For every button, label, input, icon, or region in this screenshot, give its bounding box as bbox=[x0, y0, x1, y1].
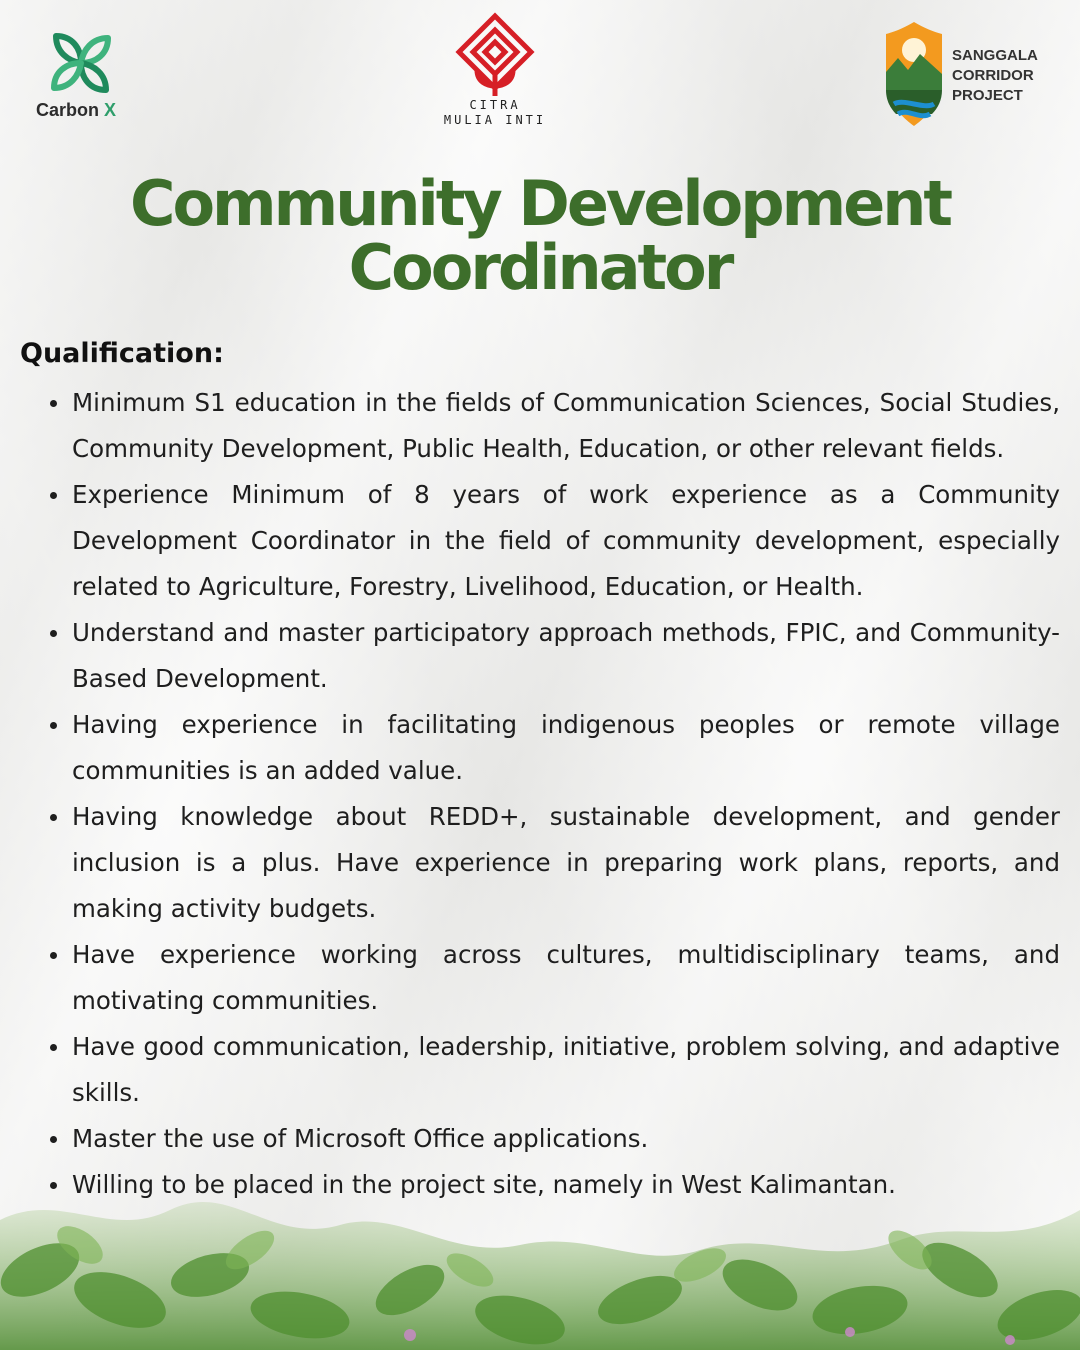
list-item: Have experience working across cultures, multidisciplinary teams, and motivating communities. bbox=[72, 932, 1060, 1024]
title-line2: Coordinator bbox=[348, 231, 732, 304]
citra-emblem-icon bbox=[455, 12, 535, 98]
citra-line2: MULIA INTI bbox=[443, 113, 547, 127]
sanggala-line1: SANGGALA bbox=[952, 47, 1038, 64]
carbonx-logo bbox=[36, 28, 136, 121]
list-item: Having knowledge about REDD+, sustainable development, and gender inclusion is a plus. Have experience in preparing work plans, reports, and making activity budgets. bbox=[72, 794, 1060, 932]
list-item: Understand and master participatory approach methods, FPIC, and Community-Based Development. bbox=[72, 610, 1060, 702]
qualification-list bbox=[72, 380, 1060, 1208]
sanggala-shield-icon bbox=[884, 20, 944, 128]
sanggala-wordmark bbox=[952, 46, 1038, 106]
list-item: Experience Minimum of 8 years of work experience as a Community Development Coordinator in the field of community development, especially related to Agriculture, Forestry, Livelihood, Education, or Health. bbox=[72, 472, 1060, 610]
carbonx-wordmark: Carbon X bbox=[36, 100, 117, 120]
list-item: Willing to be placed in the project site, namely in West Kalimantan. bbox=[72, 1162, 1060, 1208]
list-item: Having experience in facilitating indigenous peoples or remote village communities is an added value. bbox=[72, 702, 1060, 794]
citra-line1: CITRA bbox=[469, 98, 521, 112]
sanggala-line2: CORRIDOR bbox=[952, 67, 1034, 84]
list-item: Minimum S1 education in the fields of Communication Sciences, Social Studies, Community Development, Public Health, Education, or other relevant fields. bbox=[72, 380, 1060, 472]
page-title bbox=[0, 167, 1080, 304]
title-line1: Community Development bbox=[129, 167, 951, 240]
list-item: Have good communication, leadership, initiative, problem solving, and adaptive skills. bbox=[72, 1024, 1060, 1116]
list-item: Master the use of Microsoft Office applications. bbox=[72, 1116, 1060, 1162]
sanggala-line3: PROJECT bbox=[952, 87, 1023, 104]
citra-mulia-inti-logo bbox=[430, 12, 560, 128]
qualification-heading: Qualification: bbox=[20, 338, 224, 369]
carbonx-leaf-icon bbox=[46, 28, 116, 98]
